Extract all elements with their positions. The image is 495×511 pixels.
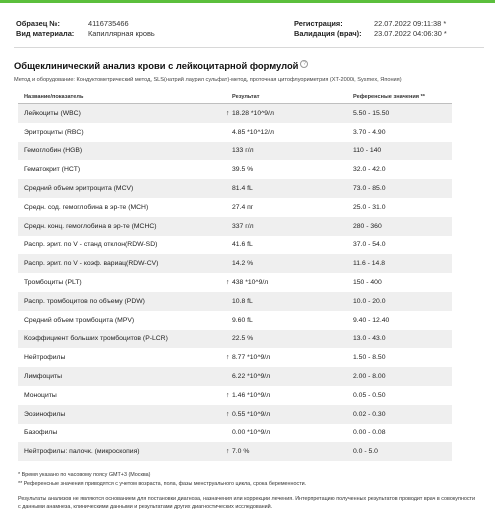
reference-range: 110 - 140 — [347, 142, 452, 161]
material-type: Капиллярная кровь — [88, 29, 155, 38]
test-result: 4.85 *10^12/л — [232, 128, 274, 136]
test-name: Лимфоциты — [18, 367, 212, 386]
table-row — [18, 405, 452, 424]
test-name: Эритроциты (RBC) — [18, 123, 212, 142]
arrow-up-icon: ↑ — [226, 410, 230, 418]
table-row — [18, 330, 452, 349]
test-result-cell — [212, 104, 347, 123]
test-result-cell — [212, 311, 347, 330]
test-result: 0.00 *10^9/л — [232, 429, 271, 437]
reference-range: 0.0 - 5.0 — [347, 442, 452, 461]
sample-label: Образец №: — [16, 19, 61, 28]
test-result: 133 г/л — [232, 147, 254, 155]
reference-range: 0.00 - 0.08 — [347, 424, 452, 443]
reference-range: 37.0 - 54.0 — [347, 236, 452, 255]
top-accent-bar — [0, 0, 495, 3]
arrow-up-icon: ↑ — [226, 391, 230, 399]
footnotes — [18, 471, 484, 489]
test-name: Гематокрит (HCT) — [18, 160, 212, 179]
test-result-cell — [212, 292, 347, 311]
arrow-up-icon: ↑ — [226, 448, 230, 456]
test-name: Тромбоциты (PLT) — [18, 273, 212, 292]
test-name: Средний объем эритроцита (MCV) — [18, 179, 212, 198]
column-header-reference: Референсные значения ** — [347, 90, 452, 104]
reference-range: 32.0 - 42.0 — [347, 160, 452, 179]
test-result-cell — [212, 424, 347, 443]
test-result-cell — [212, 386, 347, 405]
test-result: 81.4 fL — [232, 185, 253, 193]
registration-date: 22.07.2022 09:11:38 * — [374, 19, 447, 28]
test-result: 41.6 fL — [232, 241, 253, 249]
test-result-cell — [212, 198, 347, 217]
test-result: 10.8 fL — [232, 297, 253, 305]
method-description: Метод и оборудование: Кондуктометрический метод, SLS(натрий лаурил сульфат)-метод, проточная цитофлуориметрия (XT-2000i, Sysmex, Япония) — [14, 77, 402, 83]
table-row — [18, 236, 452, 255]
reference-range: 5.50 - 15.50 — [347, 104, 452, 123]
table-row — [18, 179, 452, 198]
table-row — [18, 142, 452, 161]
header-divider — [14, 47, 484, 48]
sample-number: 4116735466 — [88, 19, 129, 28]
test-result: 39.5 % — [232, 166, 254, 174]
test-name: Распр. тромбоцитов по объему (PDW) — [18, 292, 212, 311]
table-row — [18, 424, 452, 443]
report-title-text: Общеклинический анализ крови с лейкоцитарной формулой — [14, 60, 299, 71]
test-result-cell — [212, 405, 347, 424]
test-result: 9.60 fL — [232, 316, 253, 324]
test-result: 0.55 *10^9/л — [232, 410, 271, 418]
reference-range: 25.0 - 31.0 — [347, 198, 452, 217]
test-result: 6.22 *10^9/л — [232, 373, 271, 381]
validation-label: Валидация (врач): — [294, 29, 362, 38]
help-icon[interactable]: ? — [300, 60, 308, 68]
footnote-reference: ** Референсные значения приводятся с учетом возраста, пола, фазы менструального цикла, срока беременности. — [18, 481, 307, 488]
test-result-cell — [212, 217, 347, 236]
table-row — [18, 273, 452, 292]
test-result-cell — [212, 348, 347, 367]
test-name: Коэффициент больших тромбоцитов (P-LCR) — [18, 330, 212, 349]
test-result-cell — [212, 442, 347, 461]
reference-range: 73.0 - 85.0 — [347, 179, 452, 198]
validation-date: 23.07.2022 04:06:30 * — [374, 29, 447, 38]
test-result: 1.46 *10^9/л — [232, 391, 271, 399]
table-row — [18, 311, 452, 330]
table-row — [18, 104, 452, 123]
reference-range: 0.05 - 0.50 — [347, 386, 452, 405]
reference-range: 280 - 360 — [347, 217, 452, 236]
test-result: 18.28 *10^9/л — [232, 109, 274, 117]
results-table — [18, 90, 452, 461]
test-result: 438 *10^9/л — [232, 279, 269, 287]
test-result: 27.4 пг — [232, 203, 254, 211]
test-name: Средн. конц. гемоглобина в эр-те (MCHC) — [18, 217, 212, 236]
test-result-cell — [212, 330, 347, 349]
reference-range: 11.6 - 14.8 — [347, 254, 452, 273]
table-row — [18, 367, 452, 386]
table-row — [18, 386, 452, 405]
test-result-cell — [212, 367, 347, 386]
table-row — [18, 123, 452, 142]
table-row — [18, 292, 452, 311]
registration-label: Регистрация: — [294, 19, 343, 28]
reference-range: 150 - 400 — [347, 273, 452, 292]
test-result: 7.0 % — [232, 448, 250, 456]
arrow-up-icon: ↑ — [226, 109, 230, 117]
test-result: 8.77 *10^9/л — [232, 354, 271, 362]
column-header-name: Название/показатель — [18, 90, 212, 104]
test-result-cell — [212, 273, 347, 292]
material-label: Вид материала: — [16, 29, 75, 38]
test-name: Распр. эрит. по V - коэф. вариац(RDW-CV) — [18, 254, 212, 273]
reference-range: 3.70 - 4.90 — [347, 123, 452, 142]
test-name: Нейтрофилы — [18, 348, 212, 367]
reference-range: 0.02 - 0.30 — [347, 405, 452, 424]
report-header — [14, 8, 484, 42]
test-name: Распр. эрит. по V - станд отклон(RDW-SD) — [18, 236, 212, 255]
test-name: Лейкоциты (WBC) — [18, 104, 212, 123]
disclaimer: Результаты анализов не являются основанием для постановки диагноза, назначения или коррекции лечения. Интерпретацию полученных результатов проводит врач в совокупности с данными анамнеза, клиническими данными и результатами других диагностических исследований. — [18, 496, 476, 511]
test-result-cell — [212, 123, 347, 142]
table-header-row — [18, 90, 452, 104]
reference-range: 13.0 - 43.0 — [347, 330, 452, 349]
test-result-cell — [212, 142, 347, 161]
test-name: Средн. сод. гемоглобина в эр-те (MCH) — [18, 198, 212, 217]
results-table-body — [18, 104, 452, 462]
arrow-up-icon: ↑ — [226, 279, 230, 287]
test-name: Моноциты — [18, 386, 212, 405]
test-result-cell — [212, 254, 347, 273]
table-row — [18, 160, 452, 179]
test-result: 337 г/л — [232, 222, 254, 230]
table-row — [18, 348, 452, 367]
column-header-result: Результат — [212, 90, 347, 104]
test-result: 22.5 % — [232, 335, 254, 343]
test-name: Средний объем тромбоцита (MPV) — [18, 311, 212, 330]
report-title — [14, 60, 484, 71]
reference-range: 10.0 - 20.0 — [347, 292, 452, 311]
test-result-cell — [212, 236, 347, 255]
reference-range: 2.00 - 8.00 — [347, 367, 452, 386]
test-result-cell — [212, 179, 347, 198]
table-row — [18, 442, 452, 461]
test-name: Эозинофилы — [18, 405, 212, 424]
table-row — [18, 217, 452, 236]
reference-range: 9.40 - 12.40 — [347, 311, 452, 330]
test-name: Базофилы — [18, 424, 212, 443]
test-name: Нейтрофилы: палочк. (микроскопия) — [18, 442, 212, 461]
table-row — [18, 198, 452, 217]
table-row — [18, 254, 452, 273]
test-result: 14.2 % — [232, 260, 254, 268]
test-name: Гемоглобин (HGB) — [18, 142, 212, 161]
footnote-timezone: * Время указано по часовому поясу GMT+3 (Москва) — [18, 472, 151, 479]
lab-report — [14, 8, 484, 511]
arrow-up-icon: ↑ — [226, 354, 230, 362]
test-result-cell — [212, 160, 347, 179]
reference-range: 1.50 - 8.50 — [347, 348, 452, 367]
